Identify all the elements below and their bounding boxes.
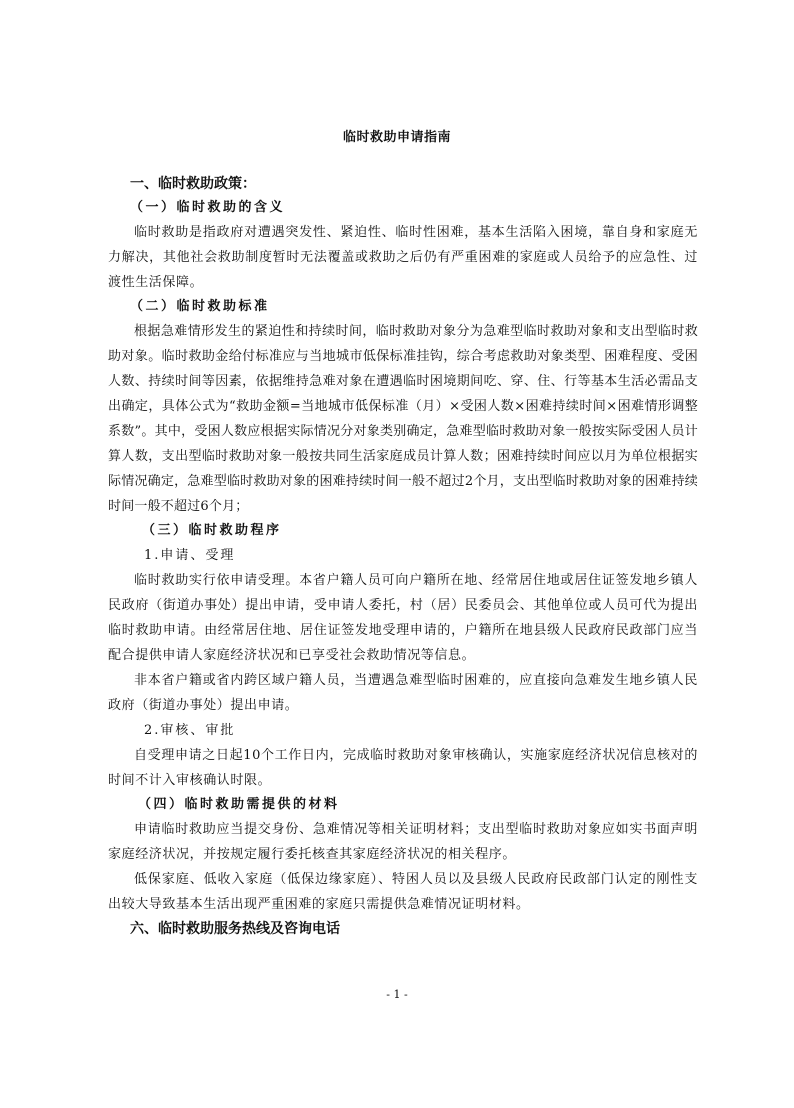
section-3-paragraph-2: 非本省户籍或省内跨区域户籍人员，当遭遇急难型临时困难的，应直接向急难发生地乡镇人民政府（街道办事处）提出申请。 [108, 673, 698, 713]
section-3-step-2-heading: 2.审核、审批 [144, 723, 236, 738]
hotline-heading: 六、临时救助服务热线及咨询电话 [130, 921, 340, 937]
section-4-heading: （四）临时救助需提供的材料 [138, 797, 340, 812]
section-3-step-1-heading: 1.申请、受理 [144, 548, 236, 563]
document-title: 临时救助申请指南 [342, 130, 451, 145]
section-4-paragraph-2: 低保家庭、低收入家庭（低保边缘家庭）、特困人员以及县级人民政府民政部门认定的刚性支出较大导致基本生活出现严重困难的家庭只需提供急难情况证明材料。 [108, 872, 698, 912]
section-3-paragraph-1: 临时救助实行依申请受理。本省户籍人员可向户籍所在地、经常居住地或居住证签发地乡镇人民政府（街道办事处）提出申请，受申请人委托，村（居）民委员会、其他单位或人员可代为提出临时救助申请。由经常居住地、居住证签发地受理申请的，户籍所在地县级人民政府民政部门应当配合提供申请人家庭经济状况和已享受社会救助情况等信息。 [108, 573, 698, 663]
section-1-paragraph: 临时救助是指政府对遭遇突发性、紧迫性、临时性困难，基本生活陷入困境，靠自身和家庭无力解决，其他社会救助制度暂时无法覆盖或救助之后仍有严重困难的家庭或人员给予的应急性、过渡性生活保障。 [108, 225, 698, 290]
section-4-paragraph-1: 申请临时救助应当提交身份、急难情况等相关证明材料；支出型临时救助对象应如实书面声明家庭经济状况，并按规定履行委托核查其家庭经济状况的相关程序。 [108, 822, 698, 862]
policy-heading: 一、临时救助政策： [130, 176, 256, 192]
section-2-heading: （二）临时救助标准 [130, 299, 270, 314]
document-body [108, 172, 698, 941]
section-1-heading: （一）临时救助的含义 [130, 200, 286, 215]
section-3-paragraph-3: 自受理申请之日起10个工作日内，完成临时救助对象审核确认，实施家庭经济状况信息核对的时间不计入审核确认时限。 [108, 748, 698, 788]
section-3-heading: （三）临时救助程序 [142, 523, 282, 538]
section-2-paragraph: 根据急难情形发生的紧迫性和持续时间，临时救助对象分为急难型临时救助对象和支出型临时救助对象。临时救助金给付标准应与当地城市低保标准挂钩，综合考虑救助对象类型、困难程度、受困人数、持续时间等因素，依据维持急难对象在遭遇临时困境期间吃、穿、住、行等基本生活必需品支出确定，具体公式为“救助金额=当地城市低保标准（月）×受困人数×困难持续时间×困难情形调整系数”。其中，受困人数应根据实际情况分对象类别确定，急难型临时救助对象一般按实际受困人员计算人数，支出型临时救助对象一般按共同生活家庭成员计算人数；困难持续时间应以月为单位根据实际情况确定，急难型临时救助对象的困难持续时间一般不超过2个月，支出型临时救助对象的困难持续时间一般不超过6个月； [108, 324, 698, 514]
page-number: - 1 - [386, 988, 408, 1001]
